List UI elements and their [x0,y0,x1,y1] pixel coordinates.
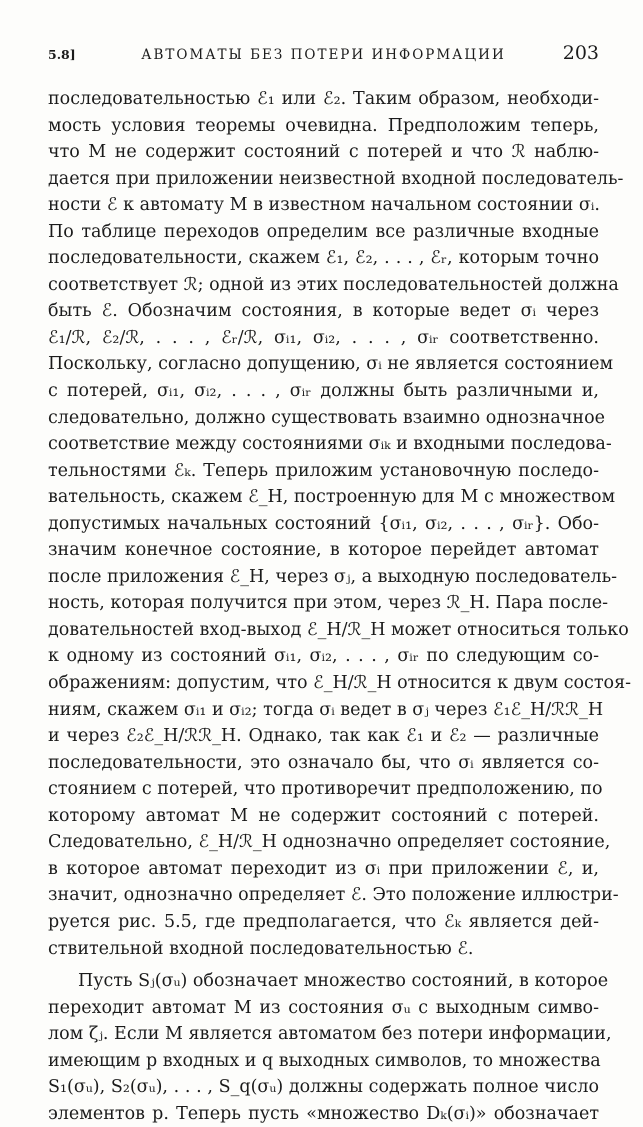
text-line: довательностей вход-выход ℰ_H/ℛ_H может относиться только [48,619,629,640]
text-line: значит, однозначно определяет ℰ. Это положение иллюстри- [48,885,619,906]
text-line: имеющим p входных и q выходных символов, то множества [48,1050,601,1071]
text-line: что M не содержит состояний с потерей и что ℛ наблю- [48,142,599,163]
text-line: последовательностью ℰ₁ или ℰ₂. Таким образом, необходи- [48,89,599,109]
text-line: ℰ₁/ℛ, ℰ₂/ℛ, . . . , ℰᵣ/ℛ, σᵢ₁, σᵢ₂, . . . , σᵢᵣ соответственно. [48,327,599,348]
text-line: лом ζⱼ. Если M является автоматом без потери информации, [48,1024,612,1045]
text-line: тельностями ℰₖ. Теперь приложим установочную последо- [48,460,599,481]
text-line: переходит автомат M из состояния σᵤ с выходным симво- [48,997,599,1018]
text-line: следовательно, должно существовать взаимно однозначное [48,407,605,428]
text-line: которому автомат M не содержит состояний с потерей. [48,805,599,826]
text-line: значим конечное состояние, в которое перейдет автомат [48,540,599,561]
text-line: стоянием с потерей, что противоречит предположению, по [48,779,603,800]
text-line: вательность, скажем ℰ_H, построенную для M с множеством [48,487,616,508]
text-line: ствительной входной последовательностью ℰ. [48,938,474,959]
text-line: в которое автомат переходит из σᵢ при приложении ℰ, и, [48,858,599,879]
text-line: Поскольку, согласно допущению, σᵢ не является состоянием [48,354,614,375]
text-line: допустимых начальных состояний {σᵢ₁, σᵢ₂, . . . , σᵢᵣ}. Обо- [48,513,599,534]
paragraph-2 [48,968,612,1127]
text-line: ности ℰ к автомату M в известном начальном состоянии σᵢ. [48,195,600,216]
text-line: По таблице переходов определим все различные входные [48,221,599,242]
text-line: ность, которая получится при этом, через ℛ_H. Пара после- [48,593,609,614]
text-line: Следовательно, ℰ_H/ℛ_H однозначно определяет состояние, [48,832,611,853]
text-line: S₁(σᵤ), S₂(σᵤ), . . . , S_q(σᵤ) должны содержать полное число [48,1077,599,1098]
text-line: к одному из состояний σᵢ₁, σᵢ₂, . . . , σᵢᵣ по следующим со- [48,646,599,667]
section-number: 5.8] [48,47,76,62]
text-line: мость условия теоремы очевидна. Предположим теперь, [48,115,599,136]
text-line: элементов p. Теперь пусть «множество Dₖ(σᵢ)» обозначает [48,1103,599,1124]
text-line: ниям, скажем σᵢ₁ и σᵢ₂; тогда σᵢ ведет в σⱼ через ℰ₁ℰ_H/ℛℛ_H [48,699,604,720]
page-number: 203 [562,42,599,64]
text-line: соответствует ℛ; одной из этих последовательностей должна [48,274,619,295]
running-header [48,44,599,68]
text-line: ображениям: допустим, что ℰ_H/ℛ_H относится к двум состоя- [48,673,632,694]
text-line: быть ℰ. Обозначим состояния, в которые ведет σᵢ через [48,301,599,322]
text-line: и через ℰ₂ℰ_H/ℛℛ_H. Однако, так как ℰ₁ и ℰ₂ — различные [48,726,599,747]
paragraph-1 [48,86,632,962]
page-body [48,86,632,1127]
text-line: дается при приложении неизвестной входной последователь- [48,168,624,189]
text-line: с потерей, σᵢ₁, σᵢ₂, . . . , σᵢᵣ должны быть различными и, [48,381,599,402]
text-line: Пусть Sⱼ(σᵤ) обозначает множество состояний, в которое [78,971,609,992]
running-title: АВТОМАТЫ БЕЗ ПОТЕРИ ИНФОРМАЦИИ [141,47,506,63]
text-line: последовательности, скажем ℰ₁, ℰ₂, . . . , ℰᵣ, которым точно [48,248,599,269]
text-line: соответствие между состояниями σᵢₖ и входными последова- [48,434,612,455]
text-line: последовательности, это означало бы, что σᵢ является со- [48,752,599,773]
text-line: после приложения ℰ_H, через σⱼ, а выходную последователь- [48,566,618,587]
text-line: руется рис. 5.5, где предполагается, что ℰₖ является дей- [48,911,599,932]
